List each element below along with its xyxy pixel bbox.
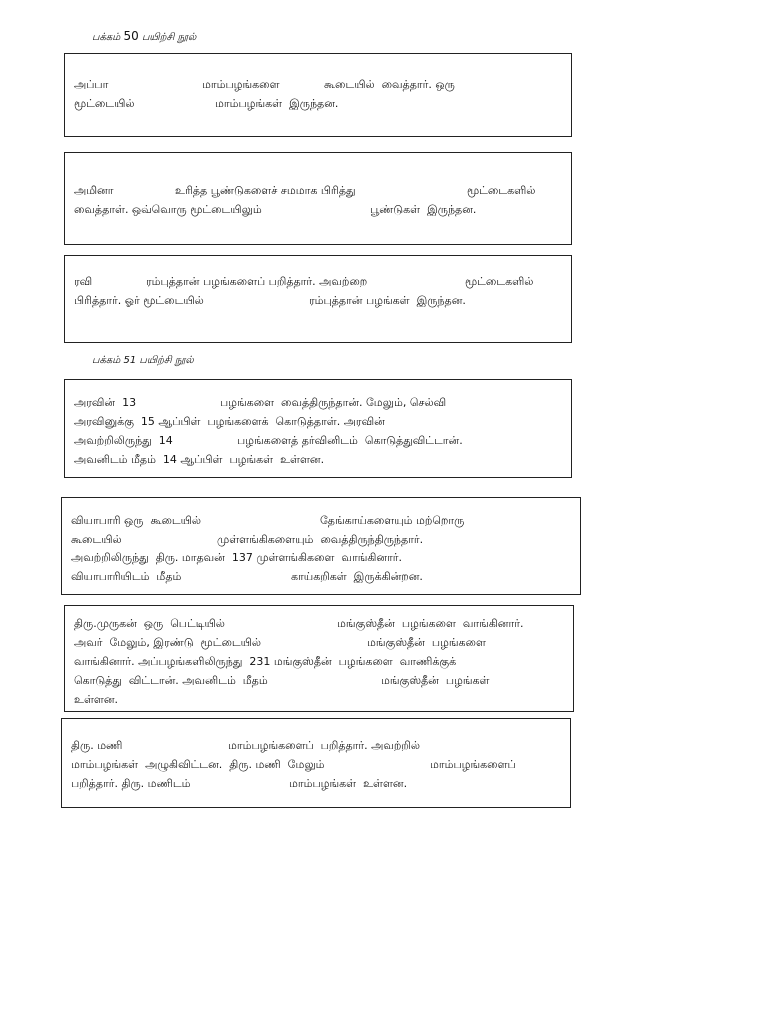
text-segment: வியாபாரியிடம் மீதம் bbox=[71, 570, 182, 583]
text-segment: அவனிடம் மீதம் 14 ஆப்பிள் பழங்கள் உள்ளன. bbox=[74, 453, 325, 466]
header-suffix: பயிற்சி நூல் bbox=[139, 355, 194, 366]
text-segment: மங்குஸ்தீன் பழங்களை வாங்கினார். bbox=[337, 617, 524, 630]
text-segment: அவற்றிலிருந்து திரு. மாதவன் 137 முள்ளங்கிகளை வாங்கினார். bbox=[71, 551, 402, 564]
text-segment: ரம்புத்தான் பழங்களைப் பறித்தார். அவற்றை bbox=[146, 275, 368, 288]
problem-box-3 bbox=[64, 255, 572, 343]
text-segment: மங்குஸ்தீன் பழங்களை bbox=[367, 636, 486, 649]
text-segment: ரம்புத்தான் பழங்கள் இருந்தன. bbox=[309, 294, 466, 307]
text-segment: பழங்களை வைத்திருந்தான். மேலும், செல்வி bbox=[220, 396, 447, 409]
text-segment: மாம்பழங்கள் உள்ளன. bbox=[289, 777, 408, 790]
header-suffix: பயிற்சி நூல் bbox=[141, 32, 197, 43]
text-segment: வாங்கினார். அப்பழங்களிலிருந்து 231 மங்குஸ்தீன் பழங்களை வாணிக்குக் bbox=[74, 655, 457, 668]
text-segment: திரு.முருகன் ஒரு பெட்டியில் bbox=[74, 617, 225, 630]
text-segment: பறித்தார். திரு. மணிடம் bbox=[71, 777, 191, 790]
text-segment: முள்ளங்கிகளையும் வைத்திருந்திருந்தார். bbox=[217, 533, 424, 546]
header-prefix: பக்கம் bbox=[92, 32, 121, 43]
problem-box-4 bbox=[64, 379, 572, 478]
text-segment: அரவினுக்கு 15 ஆப்பிள் பழங்களைக் கொடுத்தாள். அரவின் bbox=[74, 415, 385, 428]
text-segment: மூட்டைகளில் bbox=[465, 275, 534, 288]
text-segment: அரவின் 13 bbox=[74, 396, 137, 409]
text-segment: கொடுத்து விட்டான். அவனிடம் மீதம் bbox=[74, 674, 268, 687]
text-segment: மாம்பழங்களை bbox=[202, 78, 280, 91]
text-segment: பிரித்தார். ஓர் மூட்டையில் bbox=[74, 294, 204, 307]
text-segment: மூட்டைகளில் bbox=[467, 184, 536, 197]
text-segment: அவர் மேலும், இரண்டு மூட்டையில் bbox=[74, 636, 262, 649]
problem-box-7 bbox=[61, 718, 571, 808]
text-segment: தேங்காய்களையும் மற்றொரு bbox=[320, 514, 465, 527]
text-segment: உரித்த பூண்டுகளைச் சமமாக பிரித்து bbox=[175, 184, 356, 197]
header-prefix: பக்கம் bbox=[92, 355, 121, 366]
text-segment: பூண்டுகள் இருந்தன. bbox=[370, 203, 477, 216]
text-segment: காய்கறிகள் இருக்கின்றன. bbox=[291, 570, 423, 583]
text-segment: கூடையில் bbox=[71, 533, 122, 546]
problem-box-1 bbox=[64, 53, 572, 137]
text-segment: மாம்பழங்களைப் பறித்தார். அவற்றில் bbox=[228, 739, 420, 752]
page-header-1 bbox=[92, 29, 196, 44]
text-segment: மாம்பழங்கள் இருந்தன. bbox=[215, 97, 339, 110]
text-segment: மாம்பழங்களைப் bbox=[430, 758, 516, 771]
text-segment: மங்குஸ்தீன் பழங்கள் bbox=[381, 674, 490, 687]
text-segment: ரவி bbox=[74, 275, 93, 288]
header-page-number: 51 bbox=[123, 355, 137, 366]
problem-box-5 bbox=[61, 497, 581, 595]
text-segment: அமினா bbox=[74, 184, 114, 197]
header-page-number: 50 bbox=[123, 29, 139, 43]
problem-box-6 bbox=[64, 605, 574, 712]
text-segment: கூடையில் வைத்தார். ஒரு bbox=[324, 78, 455, 91]
text-segment: அப்பா bbox=[74, 78, 109, 91]
text-segment: பழங்களைத் தர்வினிடம் கொடுத்துவிட்டான். bbox=[237, 434, 463, 447]
text-segment: மூட்டையில் bbox=[74, 97, 135, 110]
problem-box-2 bbox=[64, 152, 572, 245]
page-header-2 bbox=[92, 355, 194, 367]
text-segment: வியாபாரி ஒரு கூடையில் bbox=[71, 514, 202, 527]
text-segment: உள்ளன. bbox=[74, 693, 118, 706]
text-segment: மாம்பழங்கள் அழுகிவிட்டன. திரு. மணி மேலும் bbox=[71, 758, 325, 771]
text-segment: திரு. மணி bbox=[71, 739, 123, 752]
text-segment: அவற்றிலிருந்து 14 bbox=[74, 434, 173, 447]
text-segment: வைத்தாள். ஒவ்வொரு மூட்டையிலும் bbox=[74, 203, 262, 216]
